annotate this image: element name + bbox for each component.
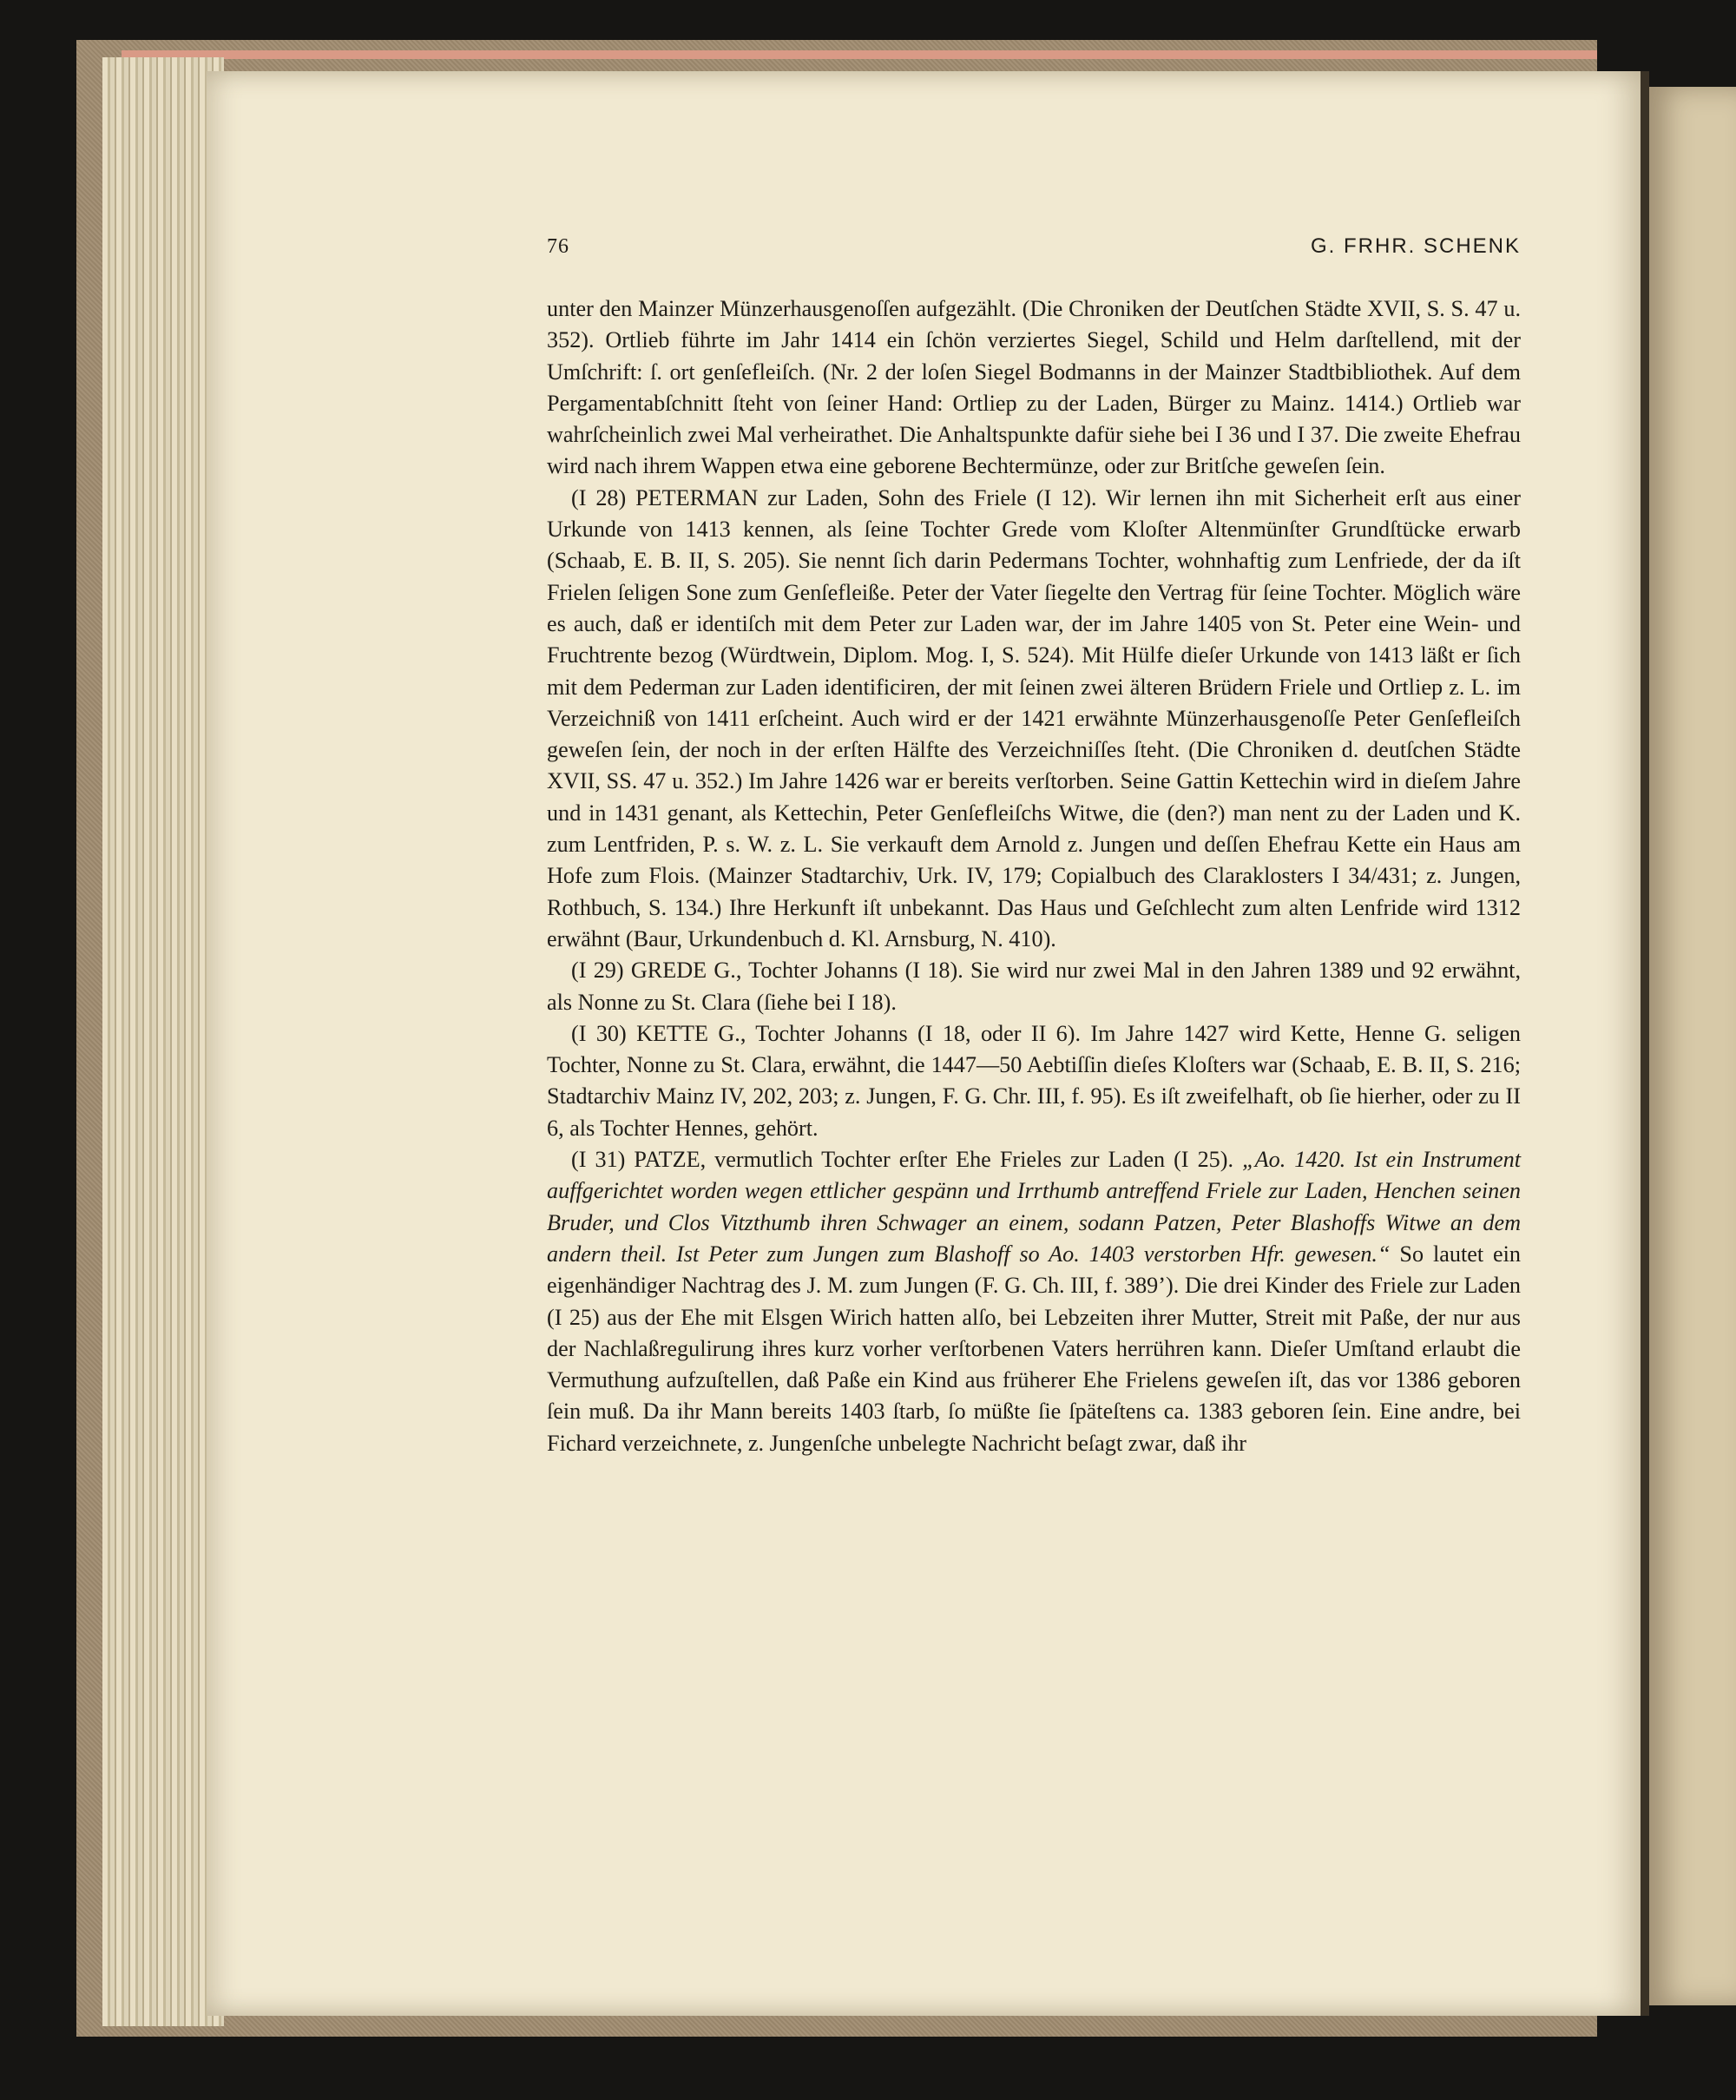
patze-rest: So lautet ein eigenhändiger Nachtrag des J. M. zum Jungen (F. G. Ch. III, f. 389’). Die drei Kinder des Friele zur Laden (I 25) aus der Ehe mit Elsgen Wirich hatten alſo, bei Lebzeiten ihrer Mutter, Streit mit Paße, der nur aus der Nachlaßregulirung ihres kurz vorher verſtorbenen Vaters herrühren kann. Dieſer Umſtand erlaubt die Vermuthung aufzuſtellen, daß Paße ein Kind aus früherer Ehe Frielens geweſen iſt, das vor 1386 geboren ſein muß. Da ihr Mann bereits 1403 ſtarb, ſo müßte ſie ſpäteſtens ca. 1383 geboren ſein. Eine andre, bei Fichard verzeichnete, z. Jungenſche unbelegte Nachricht beſagt zwar, daß ihr (547, 1241, 1521, 1456)
page-stack (102, 57, 224, 2026)
facing-page (1649, 87, 1736, 2005)
patze-lead: (I 31) PATZE, vermutlich Tochter erſter Ehe Frieles zur Laden (I 25). (571, 1147, 1243, 1173)
gutter (1641, 71, 1649, 2016)
paragraph-patze (547, 1144, 1521, 1459)
page-content (547, 234, 1521, 1459)
paragraph-petermann: (I 28) PETERMAN zur Laden, Sohn des Friele (I 12). Wir lernen ihn mit Sicherheit erſt aus einer Urkunde von 1413 kennen, als ſeine Tochter Grede vom Kloſter Altenmünſter Grundſtücke erwarb (Schaab, E. B. II, S. 205). Sie nennt ſich darin Pedermans Tochter, wohnhaftig zum Lenfriede, der da iſt Frielen ſeligen Sone zum Genſefleiße. Peter der Vater ſiegelte den Vertrag für ſeine Tochter. Möglich wäre es auch, daß er identiſch mit dem Peter zur Laden war, der im Jahre 1405 von St. Peter eine Wein- und Fruchtrente bezog (Würdtwein, Diplom. Mog. I, S. 524). Mit Hülfe dieſer Urkunde von 1413 läßt er ſich mit dem Pederman zur Laden identificiren, der mit ſeinen zwei älteren Brüdern Friele und Ortliep z. L. im Verzeichniß von 1411 erſcheint. Auch wird er der 1421 erwähnte Münzerhausgenoſſe Peter Genſefleiſch geweſen ſein, der noch in der erſten Hälfte des Verzeichniſſes ſteht. (Die Chroniken d. deutſchen Städte XVII, SS. 47 u. 352.) Im Jahre 1426 war er bereits verſtorben. Seine Gattin Kettechin wird in dieſem Jahre und in 1431 genant, als Kettechin, Peter Genſefleiſchs Witwe, die (den?) man nent zu der Laden und K. zum Lentfriden, P. s. W. z. L. Sie verkauft dem Arnold z. Jungen und deſſen Ehefrau Kette ein Haus am Hofe zum Flois. (Mainzer Stadtarchiv, Urk. IV, 179; Copialbuch des Claraklosters I 34/431; z. Jungen, Rothbuch, S. 134.) Ihre Herkunft iſt unbekannt. Das Haus und Geſchlecht zum alten Lenfride wird 1312 erwähnt (Baur, Urkundenbuch d. Kl. Arnsburg, N. 410). (547, 484, 1521, 951)
paragraph-grede: (I 29) GREDE G., Tochter Johanns (I 18). Sie wird nur zwei Mal in den Jahren 1389 und 92 erwähnt, als Nonne zu St. Clara (ſiehe bei I 18). (547, 958, 1521, 1015)
running-head: G. FRHR. SCHENK (1310, 234, 1521, 258)
patze-quote: „Ao. 1420. Ist ein Instrument auffgerichtet worden wegen ettlicher gespänn und Irrthumb antreffend Friele zur Laden, Henchen seinen Bruder, und Clos Vitzthumb ihren Schwager an einem, sodann Patzen, Peter Blashoffs Witwe an dem andern theil. Ist Peter zum Jungen zum Blashoff so Ao. 1403 verstorben Hfr. gewesen.“ (547, 1147, 1521, 1267)
paragraph-kette: (I 30) KETTE G., Tochter Johanns (I 18, oder II 6). Im Jahre 1427 wird Kette, Henne G. seligen Tochter, Nonne zu St. Clara, erwähnt, die 1447—50 Aebtiſſin dieſes Kloſters war (Schaab, E. B. II, S. 216; Stadtarchiv Mainz IV, 202, 203; z. Jungen, F. G. Chr. III, f. 95). Es iſt zweifelhaft, ob ſie hierher, oder zu II 6, als Tochter Hennes, gehört. (547, 1020, 1521, 1141)
page-number: 76 (547, 235, 569, 258)
page-edge-red (122, 50, 1597, 59)
page-header (547, 234, 1521, 259)
paragraph-1: unter den Mainzer Münzerhausgenoſſen aufgezählt. (Die Chroniken der Deutſchen Städte XVII, S. S. 47 u. 352). Ortlieb führte im Jahr 1414 ein ſchön verziertes Siegel, Schild und Helm darſtellend, mit der Umſchrift: ſ. ort genſefleiſch. (Nr. 2 der loſen Siegel Bodmanns in der Mainzer Stadtbibliothek. Auf dem Pergamentabſchnitt ſteht von ſeiner Hand: Ortliep zu der Laden, Bürger zu Mainz. 1414.) Ortlieb war wahrſcheinlich zwei Mal verheirathet. Die Anhaltspunkte dafür siehe bei I 36 und I 37. Die zweite Ehefrau wird nach ihrem Wappen etwa eine geborene Bechtermünze, oder zur Britſche geweſen ſein. (547, 296, 1521, 479)
